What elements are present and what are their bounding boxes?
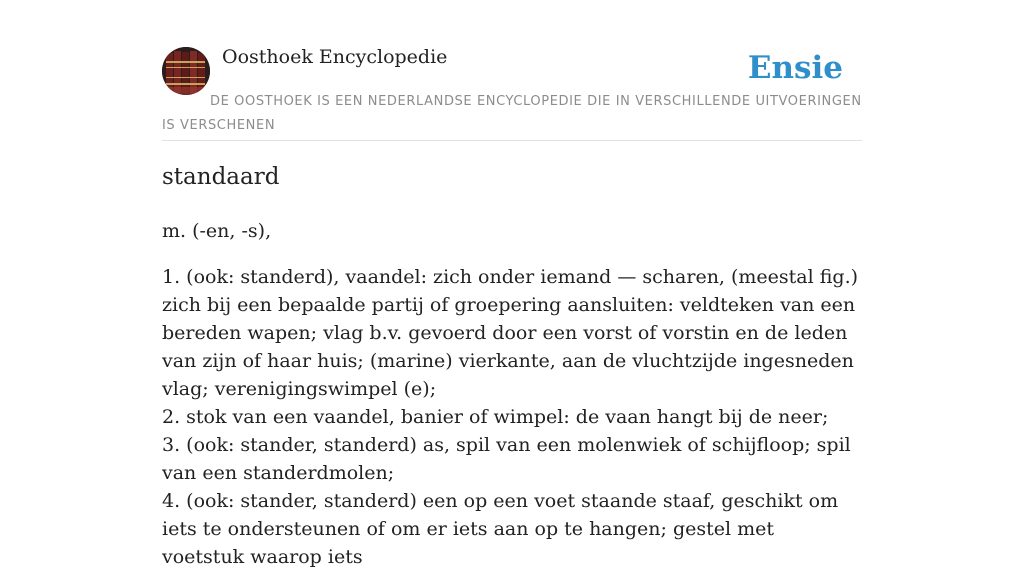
site-header	[162, 0, 862, 141]
definition-item: 2. stok van een vaandel, banier of wimpel: de vaan hangt bij de neer;	[162, 406, 829, 428]
entry-grammar: m. (-en, -s),	[162, 220, 272, 242]
definition-item: 3. (ook: stander, standerd) as, spil van een molenwiek of schijfloop; spil van een standerdmolen;	[162, 434, 851, 484]
site-title[interactable]: Oosthoek Encyclopedie	[222, 46, 448, 68]
book-spines-icon	[162, 47, 210, 95]
definition-item: 1. (ook: standerd), vaandel: zich onder iemand — scharen, (meestal fig.) zich bij een bepaalde partij of groepering aansluiten: veldteken van een bereden wapen; vlag b.v. gevoerd door een vorst of vorstin en de leden van zijn of haar huis; (marine) vierkante, aan de vluchtzijde ingesneden vlag; verenigingswimpel (e);	[162, 266, 859, 400]
entry-definitions	[162, 263, 862, 571]
encyclopedia-avatar[interactable]	[162, 47, 210, 95]
site-tagline: DE OOSTHOEK IS EEN NEDERLANDSE ENCYCLOPEDIE DIE IN VERSCHILLENDE UITVOERINGEN IS VERSCHENEN	[162, 94, 862, 133]
entry-headword: standaard	[162, 164, 280, 190]
definition-item: 4. (ook: stander, standerd) een op een voet staande staaf, geschikt om iets te ondersteunen of om er iets aan op te hangen; gestel met voetstuk waarop iets	[162, 490, 839, 568]
page-container	[162, 0, 862, 568]
ensie-logo-link[interactable]: Ensie	[747, 50, 843, 86]
